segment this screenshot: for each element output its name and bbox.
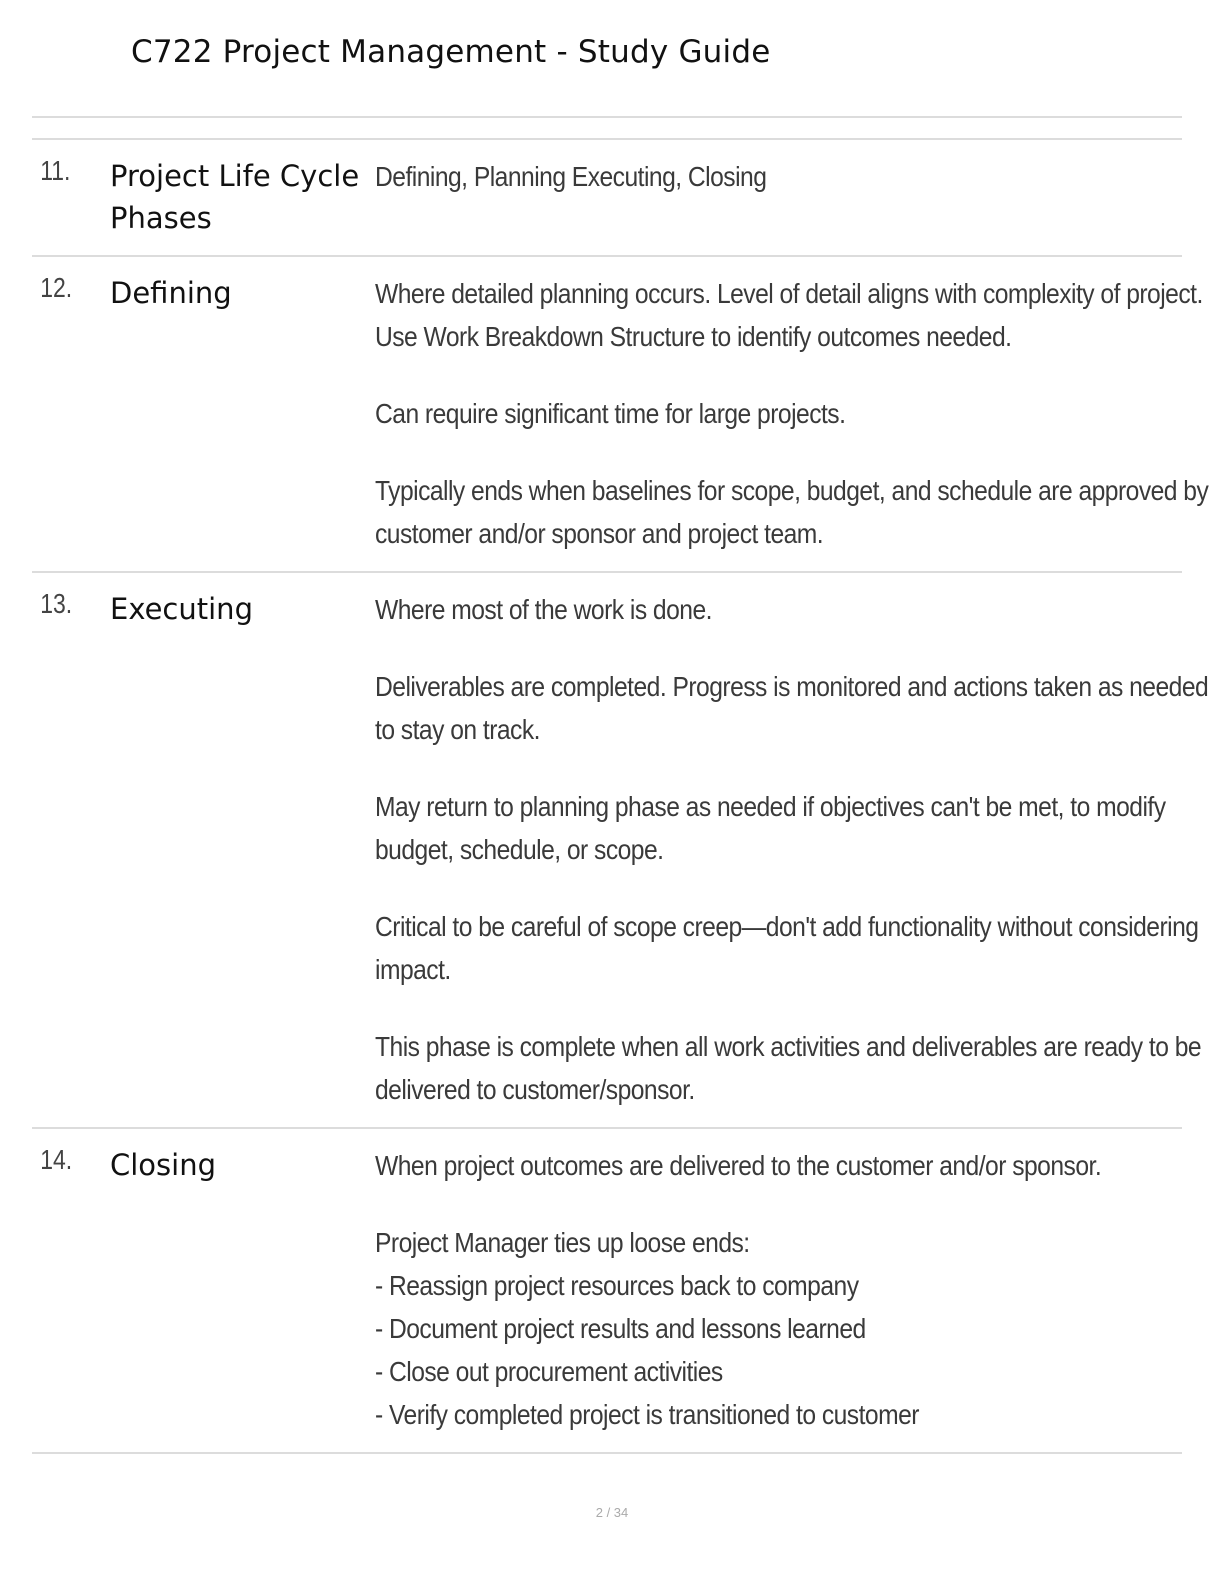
definition-paragraph <box>375 905 1199 991</box>
card-definition <box>375 272 1224 571</box>
card-number: 12. <box>40 272 73 303</box>
definition-line: May return to planning phase as needed if objectives can't be met, to modify <box>375 791 1166 822</box>
definition-line: customer and/or sponsor and project team. <box>375 518 824 549</box>
card-term: Project Life Cycle Phases <box>110 159 360 235</box>
card-definition <box>375 588 1224 1127</box>
definition-line: - Verify completed project is transitioned to customer <box>375 1399 919 1430</box>
definition-paragraph <box>375 469 1209 555</box>
definition-line: When project outcomes are delivered to the customer and/or sponsor. <box>375 1150 1102 1181</box>
card-number: 13. <box>40 588 73 619</box>
flashcard-row <box>32 1129 1182 1454</box>
definition-line: Where most of the work is done. <box>375 594 712 625</box>
card-term: Executing <box>110 592 253 626</box>
definition-line: Project Manager ties up loose ends: <box>375 1227 750 1258</box>
definition-paragraph <box>375 588 1149 631</box>
definition-line: - Close out procurement activities <box>375 1356 723 1387</box>
definition-paragraph <box>375 785 1166 871</box>
definition-paragraph <box>375 1025 1202 1111</box>
definition-line: This phase is complete when all work activities and deliverables are ready to be <box>375 1031 1202 1062</box>
definition-line: - Reassign project resources back to company <box>375 1270 859 1301</box>
definition-line: impact. <box>375 954 451 985</box>
definition-line: to stay on track. <box>375 714 540 745</box>
card-number: 14. <box>40 1144 73 1175</box>
definition-line: Defining, Planning Executing, Closing <box>375 161 767 192</box>
definition-line: Use Work Breakdown Structure to identify outcomes needed. <box>375 321 1012 352</box>
definition-paragraph <box>375 665 1209 751</box>
definition-paragraph <box>375 272 1203 358</box>
definition-line: budget, schedule, or scope. <box>375 834 664 865</box>
definition-line: Can require significant time for large projects. <box>375 398 846 429</box>
flashcard-row <box>32 257 1209 573</box>
definition-line: delivered to customer/sponsor. <box>375 1074 695 1105</box>
definition-line: Deliverables are completed. Progress is monitored and actions taken as needed <box>375 671 1209 702</box>
flashcard-row <box>32 573 1209 1129</box>
flashcard-list <box>32 140 1209 1454</box>
definition-line: Where detailed planning occurs. Level of detail aligns with complexity of project. <box>375 278 1203 309</box>
card-definition <box>375 155 1224 255</box>
card-term: Defining <box>110 276 232 310</box>
flashcard-row <box>32 140 1182 257</box>
definition-paragraph <box>375 1144 1149 1187</box>
card-number: 11. <box>40 155 71 186</box>
definition-paragraph <box>375 392 1149 435</box>
card-definition <box>375 1144 1224 1452</box>
definition-paragraph <box>375 1221 1149 1436</box>
definition-paragraph <box>375 155 1149 198</box>
definition-line: Critical to be careful of scope creep—don't add functionality without considering <box>375 911 1199 942</box>
definition-line: Typically ends when baselines for scope, budget, and schedule are approved by <box>375 475 1209 506</box>
header-divider <box>32 116 1182 118</box>
document-title: C722 Project Management - Study Guide <box>131 34 771 70</box>
card-term: Closing <box>110 1148 217 1182</box>
page-indicator: 2 / 34 <box>595 1505 629 1520</box>
definition-line: - Document project results and lessons learned <box>375 1313 866 1344</box>
